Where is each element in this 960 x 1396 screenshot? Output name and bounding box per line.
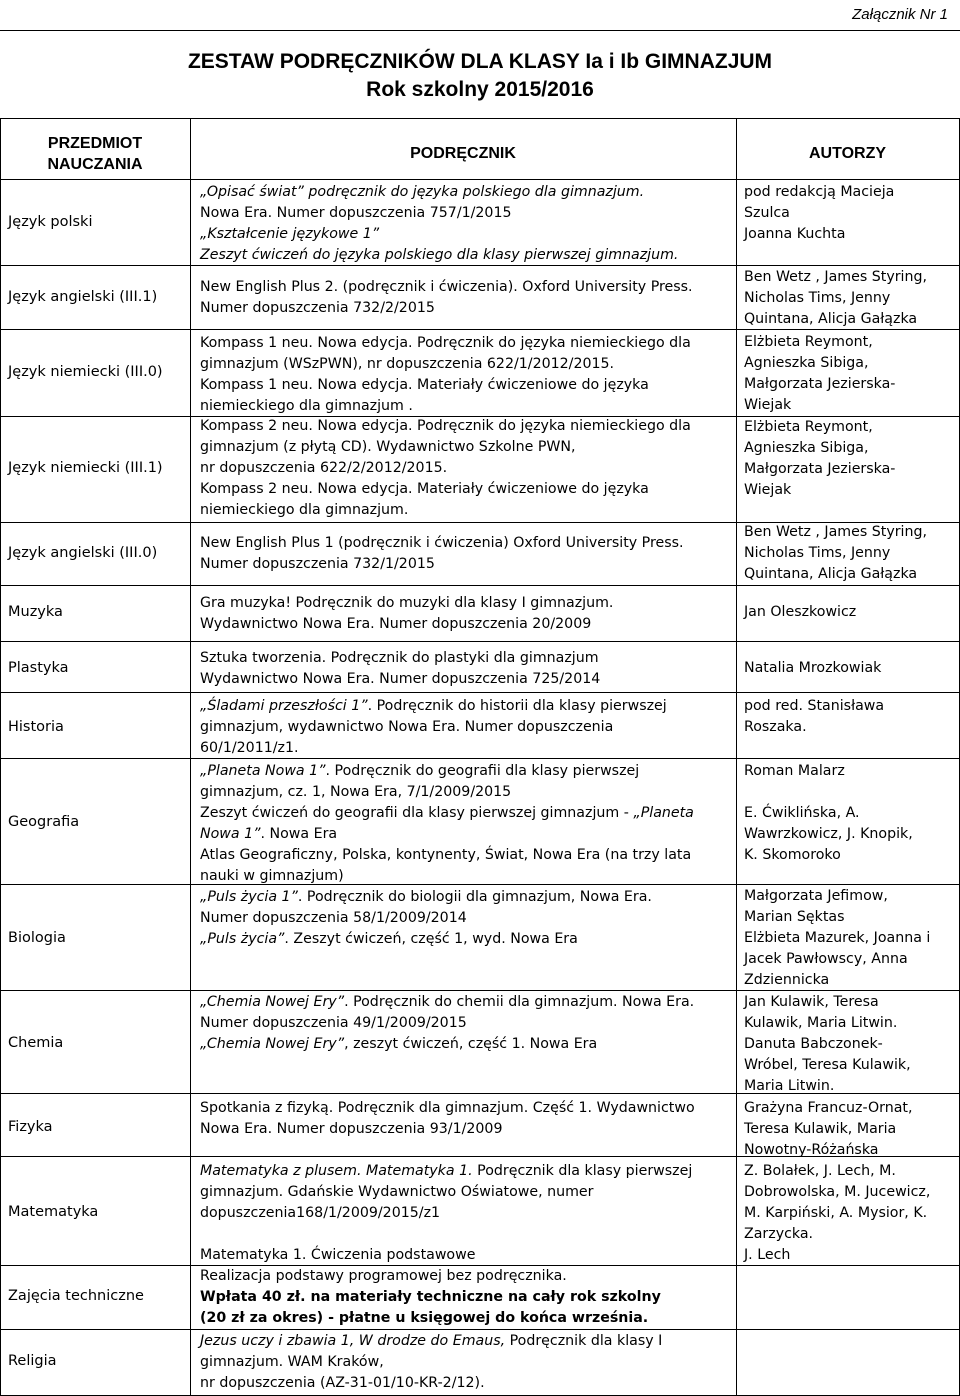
authors-niemiecki-iii1: Elżbieta Reymont, Agnieszka Sibiga, Małgorzata Jezierska- Wiejak — [744, 419, 896, 498]
document-title: ZESTAW PODRĘCZNIKÓW DLA KLASY Ia i Ib GIMNAZJUM — [187, 50, 773, 73]
book-religia: Jezus uczy i zbawia 1, W drodze do Emaus, Podręcznik dla klasy I gimnazjum. WAM Kraków, nr dopuszczenia (AZ-31-01/10-KR-2/12). — [200, 1333, 663, 1391]
subject-niemiecki-iii1: Język niemiecki (III.1) — [8, 460, 163, 476]
subject-plastyka: Plastyka — [8, 660, 69, 676]
subject-zajecia-techniczne: Zajęcia techniczne — [8, 1288, 144, 1304]
authors-chemia: Jan Kulawik, Teresa Kulawik, Maria Litwin. Danuta Babczonek- Wróbel, Teresa Kulawik, Maria Litwin. — [744, 994, 911, 1094]
col-divider-1 — [190, 118, 191, 1396]
row-rule — [0, 179, 960, 180]
table-left-rule — [0, 118, 1, 1396]
row-rule — [0, 692, 960, 693]
book-historia: „Śladami przeszłości 1”. Podręcznik do historii dla klasy pierwszej gimnazjum, wydawnictwo Nowa Era. Numer dopuszczenia 60/1/2011/z1. — [200, 698, 667, 756]
subject-niemiecki-iii0: Język niemiecki (III.0) — [8, 364, 163, 380]
subject-polski: Język polski — [8, 214, 93, 230]
book-polski: „Opisać świat” podręcznik do języka polskiego dla gimnazjum. Nowa Era. Numer dopuszczenia 757/1/2015 „Kształcenie językowe 1” Zeszyt ćwiczeń do języka polskiego dla klasy pierwszej gimnazjum. — [200, 184, 679, 263]
book-angielski-iii0: New English Plus 1 (podręcznik i ćwiczenia) Oxford University Press. Numer dopuszczenia 732/1/2015 — [200, 535, 684, 572]
book-muzyka: Gra muzyka! Podręcznik do muzyki dla klasy I gimnazjum. Wydawnictwo Nowa Era. Numer dopuszczenia 20/2009 — [200, 595, 614, 632]
subject-matematyka: Matematyka — [8, 1204, 99, 1220]
subject-angielski-iii0: Język angielski (III.0) — [8, 545, 158, 561]
subject-geografia: Geografia — [8, 814, 80, 830]
authors-biologia: Małgorzata Jefimow, Marian Sęktas Elżbieta Mazurek, Joanna i Jacek Pawłowscy, Anna Zdziennicka — [744, 888, 931, 988]
subject-angielski-iii1: Język angielski (III.1) — [8, 289, 158, 305]
subject-religia: Religia — [8, 1353, 57, 1369]
authors-historia: pod red. Stanisława Roszaka. — [744, 698, 885, 735]
authors-muzyka: Jan Oleszkowicz — [744, 604, 857, 620]
authors-angielski-iii0: Ben Wetz , James Styring, Nicholas Tims, Jenny Quintana, Alicja Gałązka — [744, 524, 928, 582]
subject-muzyka: Muzyka — [8, 604, 63, 620]
subject-column-header: PRZEDMIOT NAUCZANIA — [47, 135, 143, 173]
authors-geografia: Roman Malarz E. Ćwiklińska, A. Wawrzkowicz, J. Knopik, K. Skomoroko — [744, 763, 913, 863]
authors-plastyka: Natalia Mrozkowiak — [744, 660, 882, 676]
book-geografia: „Planeta Nowa 1”. Podręcznik do geografii dla klasy pierwszej gimnazjum, cz. 1, Nowa Era, 7/1/2009/2015 Zeszyt ćwiczeń do geografii dla klasy pierwszej gimnazjum - „Planeta Nowa 1”. Nowa Era Atlas Geograficzny, Polska, kontynenty, Świat, Nowa Era (na trzy lata nauki w gimnazjum) — [200, 763, 694, 884]
table-top-rule — [0, 118, 960, 119]
book-niemiecki-iii0: Kompass 1 neu. Nowa edycja. Podręcznik do języka niemieckiego dla gimnazjum (WSzPWN), nr dopuszczenia 622/1/2012/2015. Kompass 1 neu. Nowa edycja. Materiały ćwiczeniowe do języka niemieckiego dla gimnazjum . — [200, 335, 691, 414]
header-rule — [0, 30, 960, 31]
row-rule — [0, 1329, 960, 1330]
book-chemia: „Chemia Nowej Ery”. Podręcznik do chemii dla gimnazjum. Nowa Era. Numer dopuszczenia 49/1/2009/2015 „Chemia Nowej Ery”, zeszyt ćwiczeń, część 1. Nowa Era — [200, 994, 695, 1052]
document-subtitle: Rok szkolny 2015/2016 — [366, 78, 594, 101]
authors-angielski-iii1: Ben Wetz , James Styring, Nicholas Tims, Jenny Quintana, Alicja Gałązka — [744, 269, 928, 327]
row-rule — [0, 585, 960, 586]
book-fizyka: Spotkania z fizyką. Podręcznik dla gimnazjum. Część 1. Wydawnictwo Nowa Era. Numer dopuszczenia 93/1/2009 — [200, 1100, 695, 1137]
book-biologia: „Puls życia 1”. Podręcznik do biologii dla gimnazjum, Nowa Era. Numer dopuszczenia 58/1/2009/2014 „Puls życia”. Zeszyt ćwiczeń, część 1, wyd. Nowa Era — [200, 889, 652, 947]
subject-historia: Historia — [8, 719, 64, 735]
col-divider-2 — [736, 118, 737, 1396]
authors-matematyka: Z. Bolałek, J. Lech, M. Dobrowolska, M. Jucewicz, M. Karpiński, A. Mysior, K. Zarzycka. J. Lech — [744, 1163, 931, 1263]
authors-column-header: AUTORZY — [808, 145, 887, 162]
book-plastyka: Sztuka tworzenia. Podręcznik do plastyki dla gimnazjum Wydawnictwo Nowa Era. Numer dopuszczenia 725/2014 — [200, 650, 601, 687]
book-matematyka: Matematyka z plusem. Matematyka 1. Podręcznik dla klasy pierwszej gimnazjum. Gdańskie Wydawnictwo Oświatowe, numer dopuszczenia168/1/2009/2015/z1 Matematyka 1. Ćwiczenia podstawowe — [200, 1163, 693, 1263]
row-rule — [0, 641, 960, 642]
authors-fizyka: Grażyna Francuz-Ornat, Teresa Kulawik, Maria Nowotny-Różańska — [744, 1100, 913, 1158]
subject-fizyka: Fizyka — [8, 1119, 53, 1135]
subject-chemia: Chemia — [8, 1035, 64, 1051]
book-niemiecki-iii1: Kompass 2 neu. Nowa edycja. Podręcznik do języka niemieckiego dla gimnazjum (z płytą CD). Wydawnictwo Szkolne PWN, nr dopuszczenia 622/2/2012/2015. Kompass 2 neu. Nowa edycja. Materiały ćwiczeniowe do języka niemieckiego dla gimnazjum. — [200, 418, 691, 518]
book-zajecia-techniczne: Realizacja podstawy programowej bez podręcznika. Wpłata 40 zł. na materiały techniczne na cały rok szkolny (20 zł za okres) - płatne u księgowej do końca września. — [200, 1268, 661, 1326]
annex-label: Załącznik Nr 1 — [852, 6, 948, 23]
authors-niemiecki-iii0: Elżbieta Reymont, Agnieszka Sibiga, Małgorzata Jezierska- Wiejak — [744, 334, 896, 413]
book-column-header: PODRĘCZNIK — [410, 145, 516, 162]
authors-polski: pod redakcją Macieja Szulca Joanna Kuchta — [744, 184, 895, 242]
book-angielski-iii1: New English Plus 2. (podręcznik i ćwiczenia). Oxford University Press. Numer dopuszczenia 732/2/2015 — [200, 279, 693, 316]
subject-biologia: Biologia — [8, 930, 66, 946]
